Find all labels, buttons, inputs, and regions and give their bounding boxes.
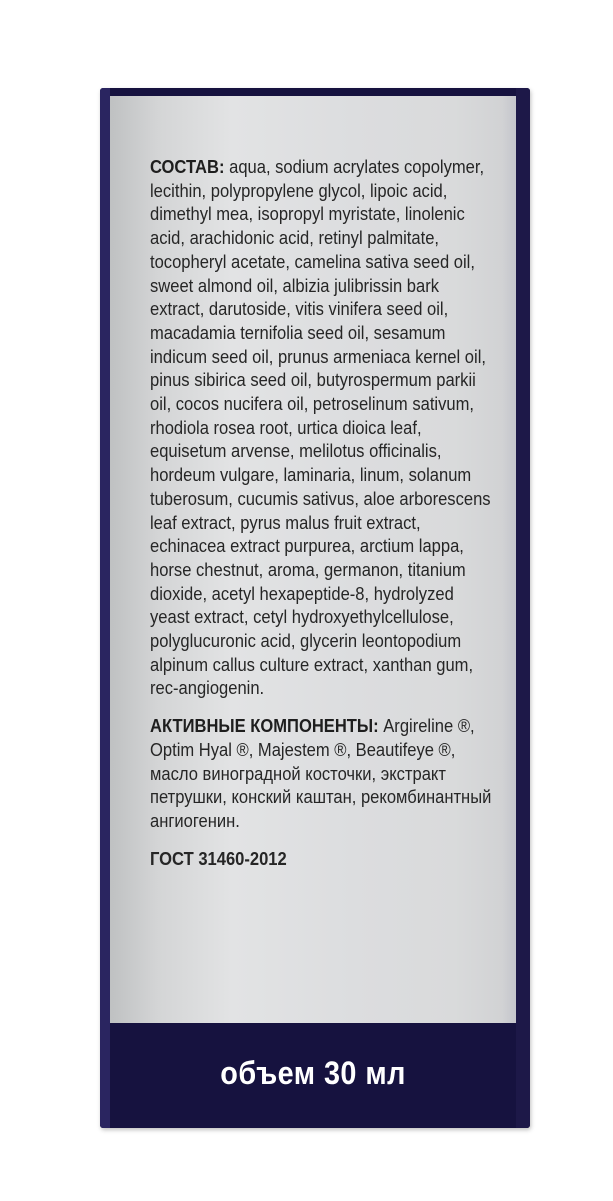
active-components-paragraph [150,715,492,834]
box-right-edge [516,88,530,1128]
standard-code: ГОСТ 31460-2012 [150,848,287,869]
composition-label: СОСТАВ: [150,157,225,177]
active-components-text: Argireline ®, Optim Hyal ®, Majestem ®, Beautifeye ®, масло виноградной косточки, экстракт петрушки, конский каштан, рекомбинантный ангиогенин. [150,716,492,831]
composition-paragraph [150,156,492,701]
composition-text: aqua, sodium acrylates copolymer, lecithin, polypropylene glycol, lipoic acid, dimethyl mea, isopropyl myristate, linolenic acid, arachidonic acid, retinyl palmitate, tocopheryl acetate, camelina sativa seed oil, sweet almond oil, albizia julibrissin bark extract, darutoside, vitis vinifera seed oil, macadamia ternifolia seed oil, sesamum indicum seed oil, prunus armeniaca kernel oil, pinus sibirica seed oil, butyrospermum parkii oil, cocos nucifera oil, petroselinum sativum, rhodiola rosea root, urtica dioica leaf, equisetum arvense, melilotus officinalis, hordeum vulgare, laminaria, linum, solanum tuberosum, cucumis sativus, aloe arborescens leaf extract, pyrus malus fruit extract, echinacea extract purpurea, arctium lappa, horse chestnut, aroma, germanon, titanium dioxide, acetyl hexapeptide-8, hydrolyzed yeast extract, cetyl hydroxyethylcellulose, polyglucuronic acid, glycerin leontopodium alpinum callus culture extract, xanthan gum, rec-angiogenin. [150,157,491,699]
product-box-side [100,88,530,1128]
ingredients-panel [110,96,516,1023]
volume-text: объем 30 мл [220,1054,406,1091]
box-left-edge [100,88,110,1128]
ingredients-text-block [150,156,492,871]
volume-band [110,1023,516,1123]
active-components-label: АКТИВНЫЕ КОМПОНЕНТЫ: [150,716,379,737]
